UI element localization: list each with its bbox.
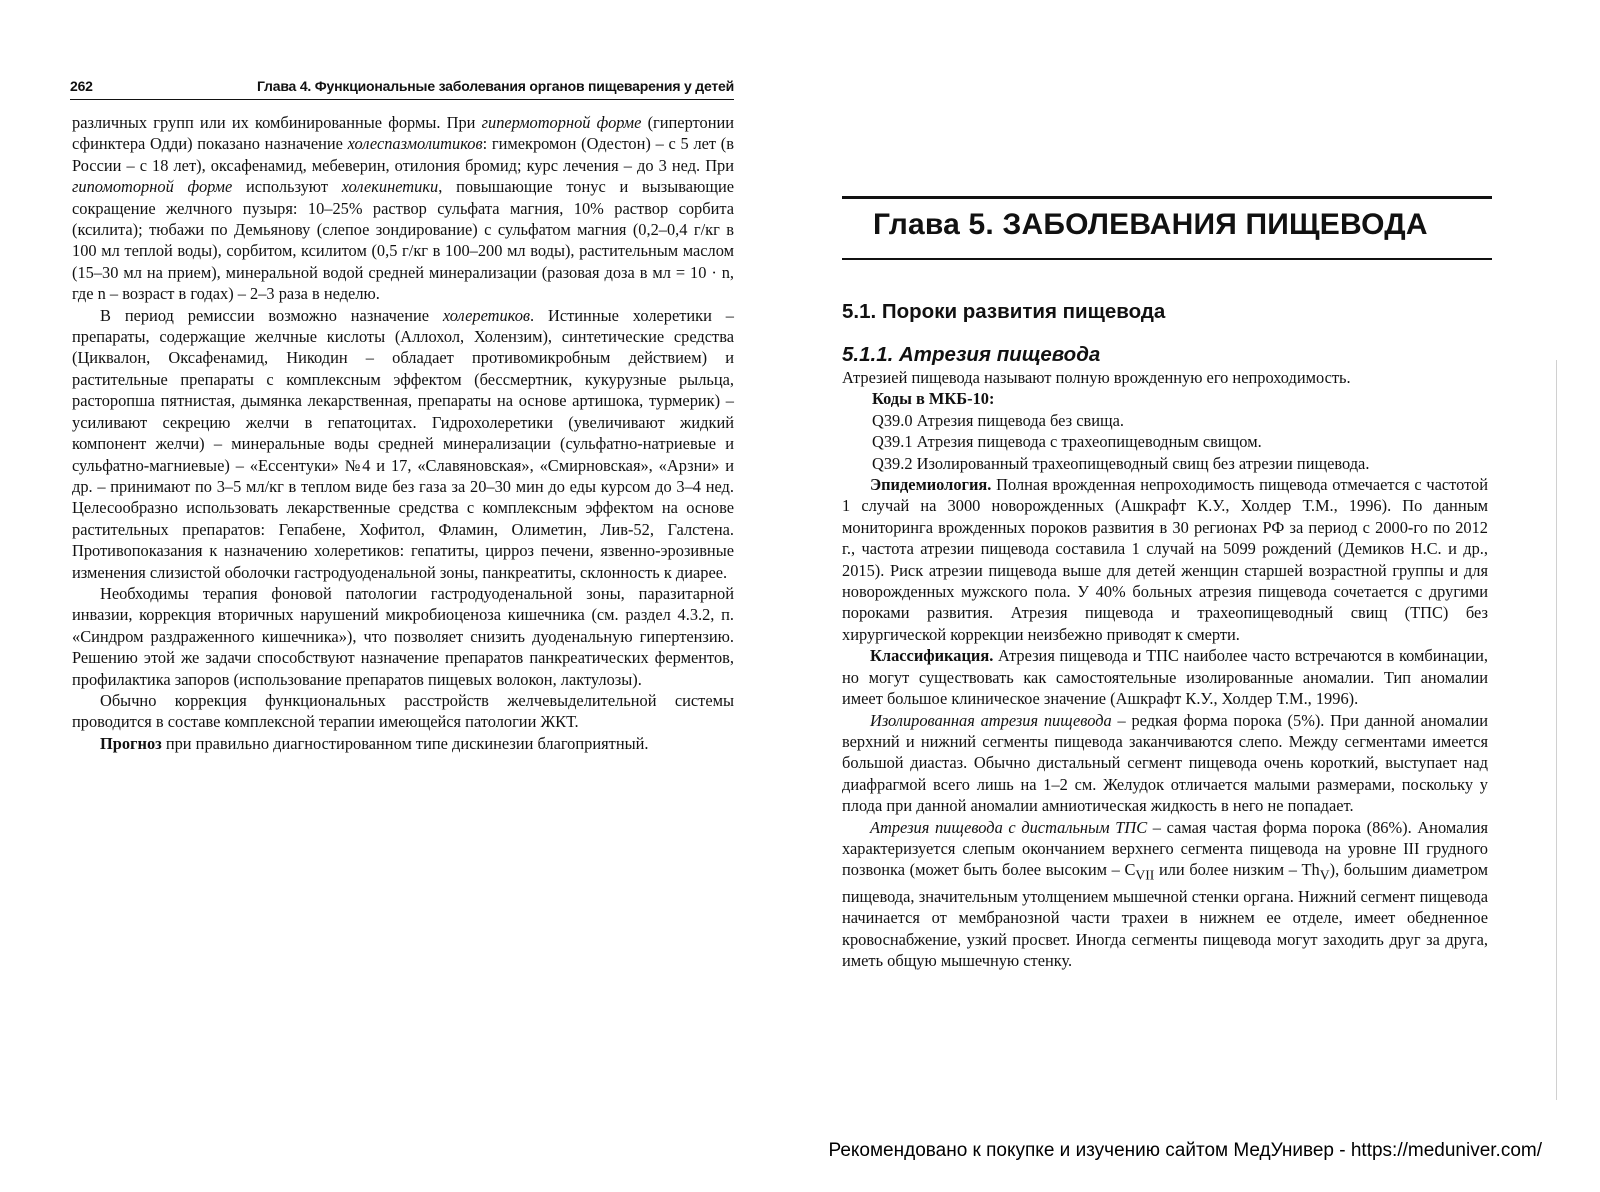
subsection-heading: 5.1.1. Атрезия пищевода [842,343,1101,366]
right-text-column [842,367,1488,972]
running-head-title: Глава 4. Функциональные заболевания органов пищеварения у детей [257,78,734,94]
definition: Атрезией пищевода называют полную врожденную его непроходимость. [842,368,1351,387]
paragraph: Необходимы терапия фоновой патологии гастродуоденальной зоны, паразитарной инвазии, коррекция вторичных нарушений микробиоценоза кишечника (см. раздел 4.3.2, п. «Синдром раздраженного кишечника»), что позволяет снизить дуоденальную гипертензию. Решению этой же задачи способствуют назначение препаратов панкреатических ферментов, профилактика запоров (использование препаратов пищевых волокон, лактулозы). [72,583,734,689]
icd-code: Q39.1 Атрезия пищевода с трахеопищеводным свищом. [872,432,1262,452]
chapter-rule-bottom [842,258,1492,260]
footer-watermark: Рекомендовано к покупке и изучению сайтом МедУнивер - https://meduniver.com/ [828,1140,1542,1161]
left-text-column [72,112,734,754]
paragraph: различных групп или их комбинированные формы. При гипермоторной форме (гипертонии сфинктера Одди) показано назначение холеспазмолитиков: гимекромон (Одестон) – с 5 лет (в России – с 18 лет), оксафенамид, мебеверин, отилония бромид; курс лечения – до 3 нед. При гипомоторной форме используют холекинетики, повышающие тонус и вызывающие сокращение желчного пузыря: 10–25% раствор сульфата магния, 10% раствор сорбита (ксилита); тюбажи по Демьянову (слепое зондирование) с сульфатом магния (0,2–0,4 г/кг в 100 мл теплой воды), сорбитом, ксилитом (0,5 г/кг в 100–200 мл воды), растительным маслом (15–30 мл на прием), минеральной водой средней минерализации (разовая доза в мл = 10 · n, где n – возраст в годах) – 2–3 раза в неделю. [72,113,735,304]
paragraph: Атрезия пищевода с дистальным ТПС – самая частая форма порока (86%). Аномалия характеризуется слепым окончанием верхнего сегмента пищевода на уровне III грудного позвонка (может быть более высоким – $C_{VII}$ или более низким – $Th_V$), большим диаметром пищевода, значительным утолщением мышечной стенки органа. Нижний сегмент пищевода начинается от мембранозной части трахеи в нижнем ее отделе, имеет обедненное кровоснабжение, узкий просвет. Иногда сегменты пищевода могут заходить друг за друга, иметь общую мышечную стенку. [842,817,1489,971]
chapter-title: Глава 5. ЗАБОЛЕВАНИЯ ПИЩЕВОДА [873,208,1428,241]
paragraph: Прогноз при правильно диагностированном типе дискинезии благоприятный. [100,733,649,753]
running-head [70,78,734,100]
icd-label: Коды в МКБ-10: [872,389,995,409]
paragraph: Обычно коррекция функциональных расстройств желчевыделительной системы проводится в составе комплексной терапии имеющейся патологии ЖКТ. [72,690,734,732]
paragraph: В период ремиссии возможно назначение холеретиков. Истинные холеретики – препараты, содержащие желчные кислоты (Аллохол, Холензим), синтетические средства (Циквалон, Оксафенамид, Никодин – обладает противомикробным действием) и растительные препараты с комплексным эффектом (бессмертник, кукурузные рыльца, расторопша пятнистая, дымянка лекарственная, препараты на основе артишока, турмерик) – усиливают секрецию желчи в гепатоцитах. Гидрохолеретики (увеличивают жидкий компонент желчи) – минеральные воды средней минерализации (сульфатно-натриевые и сульфатно-магниевые) – «Ессентуки» №4 и 17, «Славяновская», «Смирновская», «Арзни» и др. – принимают по 3–5 мл/кг в теплом виде без газа за 20–30 мин до еды курсом до 3–4 нед. Целесообразно использовать лекарственные средства с комплексным эффектом на основе растительных препаратов: Гепабене, Хофитол, Фламин, Олиметин, Лив-52, Галстена. Противопоказания к назначению холеретиков: гепатиты, цирроз печени, язвенно-эрозивные изменения слизистой оболочки гастродуоденальной зоны, панкреатиты, склонность к диарее. [72,305,734,582]
chapter-rule-top [842,196,1492,199]
scan-edge-mark [1556,360,1557,1100]
icd-code: Q39.0 Атрезия пищевода без свища. [872,410,1125,430]
paragraph: Изолированная атрезия пищевода – редкая форма порока (5%). При данной аномалии верхний и нижний сегменты пищевода заканчиваются слепо. Между сегментами имеется большой диастаз. Обычно дистальный сегмент пищевода очень короткий, выступает над диафрагмой всего лишь на 1–2 см. Желудок отличается малыми размерами, поскольку у плода при данной аномалии амниотическая жидкость в него не попадает. [842,710,1489,816]
icd-code: Q39.2 Изолированный трахеопищеводный свищ без атрезии пищевода. [872,453,1370,473]
paragraph: Эпидемиология. Полная врожденная непроходимость пищевода отмечается с частотой 1 случай на 3000 новорожденных (Ашкрафт К.У., Холдер Т.М., 1996). По данным мониторинга врожденных пороков развития в 30 регионах РФ за период с 2000-го по 2012 г., частота атрезии пищевода составила 1 случай на 5099 рождений (Демиков Н.С. и др., 2015). Риск атрезии пищевода выше для детей женщин старшей возрастной группы и для новорожденных мужского пола. У 40% больных атрезия пищевода сочетается с другими пороками развития. Атрезия пищевода и трахеопищеводный свищ (ТПС) без хирургической коррекции неизбежно приводят к смерти. [842,475,1488,644]
paragraph: Классификация. Атрезия пищевода и ТПС наиболее часто встречаются в комбинации, но могут существовать как самостоятельные изолированные аномалии. Тип аномалии имеет большое клиническое значение (Ашкрафт К.У., Холдер Т.М., 1996). [842,646,1488,709]
page-number: 262 [70,78,93,94]
section-heading: 5.1. Пороки развития пищевода [842,300,1166,323]
